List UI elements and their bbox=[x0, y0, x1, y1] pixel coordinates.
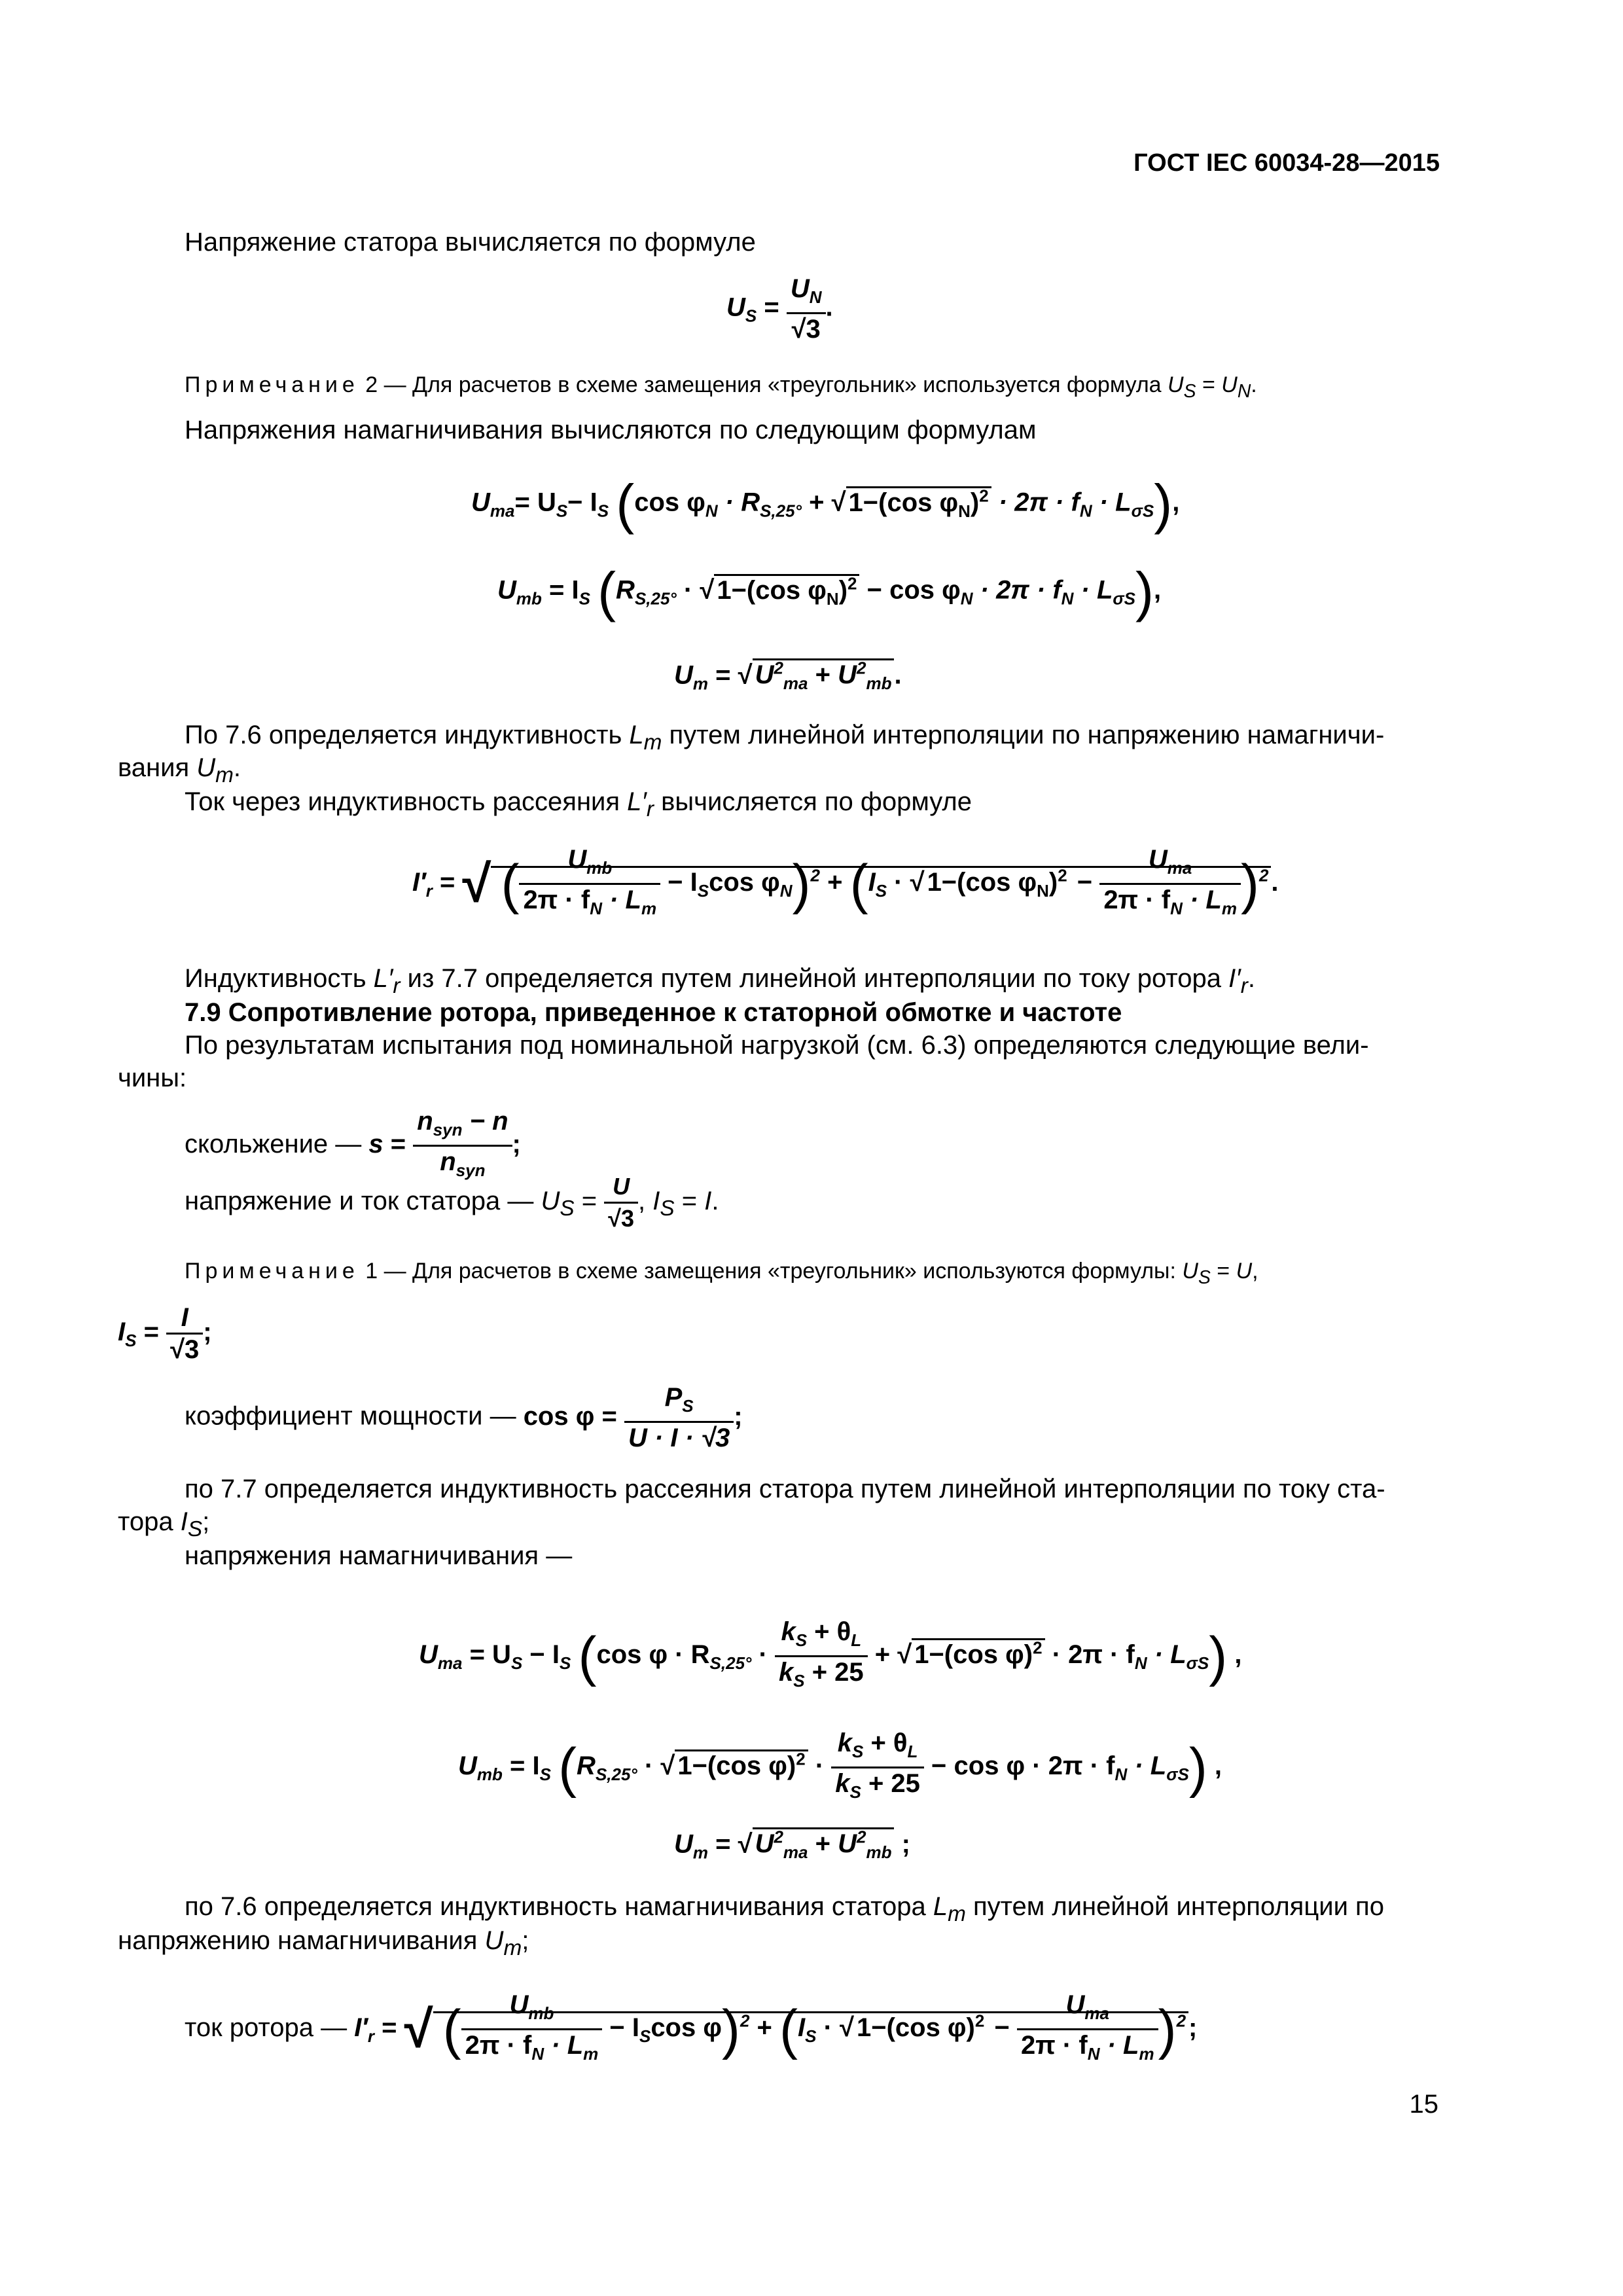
formula-umb-1: $U_{mb} = I_S$ ($R_{S,25^\circ}$ · √ 1−(cos $\varphi_N)^2 - \cos \varphi_N \cdot 2\pi \cdot f_N \cdot L_{\sigma S}$), bbox=[497, 561, 1162, 622]
paragraph-77-leakage: по 7.7 определяется индуктивность рассеяния статора путем линейной интерполяции по току ста- bbox=[185, 1475, 1385, 1503]
paragraph-magnetizing-voltages: Напряжения намагничивания вычисляются по следующим формулам bbox=[185, 416, 1037, 444]
paragraph-76-lm: По 7.6 определяется индуктивность $L_m$ путем линейной интерполяции по напряжению намагничи- bbox=[185, 721, 1385, 755]
formula-slip: скольжение — s = $\frac{n_{syn} - n}{n_{syn}}$ ; bbox=[185, 1107, 521, 1180]
paragraph-rated-load: По результатам испытания под номинальной нагрузкой (см. 6.3) определяются следующие вели- bbox=[185, 1031, 1369, 1060]
formula-um-1: $U_m$ = √ $U^2_{ma} + U^2_{mb}$ . bbox=[674, 658, 902, 694]
note-1: Примечание 1 — Для расчетов в схеме замещения «треугольник» используются формулы: $U_S = U$, bbox=[185, 1259, 1258, 1288]
paragraph-leakage-current: Ток через индуктивность рассеяния $L'_r$ вычисляется по формуле bbox=[185, 787, 972, 821]
formula-umb-2: $U_{mb} = I_S$ ($R_{S,25^\circ}$ · √ 1−(cos φ)$^2$ · $\frac{k_S + \theta_L}{k_S + 25}$ − $\cos \varphi \cdot 2\pi \cdot f_N \cdot L_{\sigma S}$) , bbox=[458, 1729, 1222, 1802]
paragraph-76-lm-2: по 7.6 определяется индуктивность намагничивания статора $L_m$ путем линейной интерполяции по bbox=[185, 1892, 1384, 1926]
formula-stator-voltage: $U_S$ = $\frac{U_N}{√3}$ . bbox=[726, 274, 833, 344]
formula-uma-2: $U_{ma} = U_S - I_S$ (cos $\varphi \cdot R_{S,25^\circ}$ · $\frac{k_S + \theta_L}{k_S + 25}$ + √ 1−(cos $\varphi)^2 \cdot 2\pi \cdot f_N \cdot L_{\sigma S}$) , bbox=[419, 1617, 1242, 1691]
formula-note1-current: $I_S$ = $\frac{I}{√3}$ ; bbox=[118, 1303, 212, 1364]
note-2: Примечание 2 — Для расчетов в схеме замещения «треугольник» используется формула $U_S = U_N$. bbox=[185, 372, 1257, 402]
formula-ir-1: $I'_r$ = √ ( $\frac{U_{mb}}{2\pi \cdot f_N \cdot L_m}$ − $I_S\cos$ $\varphi_N)^2 + (I_S$ · √ 1−(cos $\varphi_N)^2$ − $\frac{U_{ma}}{2\pi \cdot f_N \cdot L_m}$ )$^2$ . bbox=[412, 845, 1279, 918]
paragraph-77-leakage-cont: тора $I_S$; bbox=[118, 1507, 210, 1541]
formula-um-2: $U_m$ = √ $U^2_{ma} + U^2_{mb}$ ; bbox=[674, 1827, 910, 1863]
formula-stator-voltage-current: напряжение и ток статора — $U_S$ = $\frac{U}{√3}$ , $I_S = I$. bbox=[185, 1173, 719, 1232]
formula-rotor-current: ток ротора — $I'_r$ = √ ( $\frac{U_{mb}}{2\pi \cdot f_N \cdot L_m}$ − $I_S\cos$ $\varphi)^2 + (I_S$ · √ 1−(cos φ)$^2$ − $\frac{U_{ma}}{2\pi \cdot f_N \cdot L_m}$ )$^2$ ; bbox=[185, 1990, 1198, 2064]
section-heading-7-9: 7.9 Сопротивление ротора, приведенное к статорной обмотке и частоте bbox=[185, 998, 1122, 1027]
paragraph-rated-load-cont: чины: bbox=[118, 1064, 187, 1092]
page-number: 15 bbox=[1409, 2090, 1438, 2119]
document-code: ГОСТ IEC 60034-28—2015 bbox=[1133, 149, 1440, 177]
paragraph-76-lm-2-cont: напряжению намагничивания $U_m$; bbox=[118, 1926, 529, 1960]
paragraph-stator-voltage: Напряжение статора вычисляется по формуле bbox=[185, 228, 756, 257]
formula-uma-1: $U_{ma}= U_S- I_S$ (cos $\varphi_N \cdot R_{S,25^\circ}$ + √ 1−(cos $\varphi_N)^2 \cdot 2\pi \cdot f_N \cdot L_{\sigma S}$), bbox=[471, 473, 1180, 535]
paragraph-magnetizing-voltages-2: напряжения намагничивания — bbox=[185, 1541, 573, 1570]
formula-power-factor: коэффициент мощности — cos φ = $\frac{P_S}{U \cdot I \cdot √3}$ ; bbox=[185, 1383, 743, 1452]
paragraph-76-lm-cont: вания $U_m$. bbox=[118, 753, 241, 787]
paragraph-lr-interpolation: Индуктивность $L'_r$ из 7.7 определяется путем линейной интерполяции по току ротора $I'_r$. bbox=[185, 964, 1255, 998]
